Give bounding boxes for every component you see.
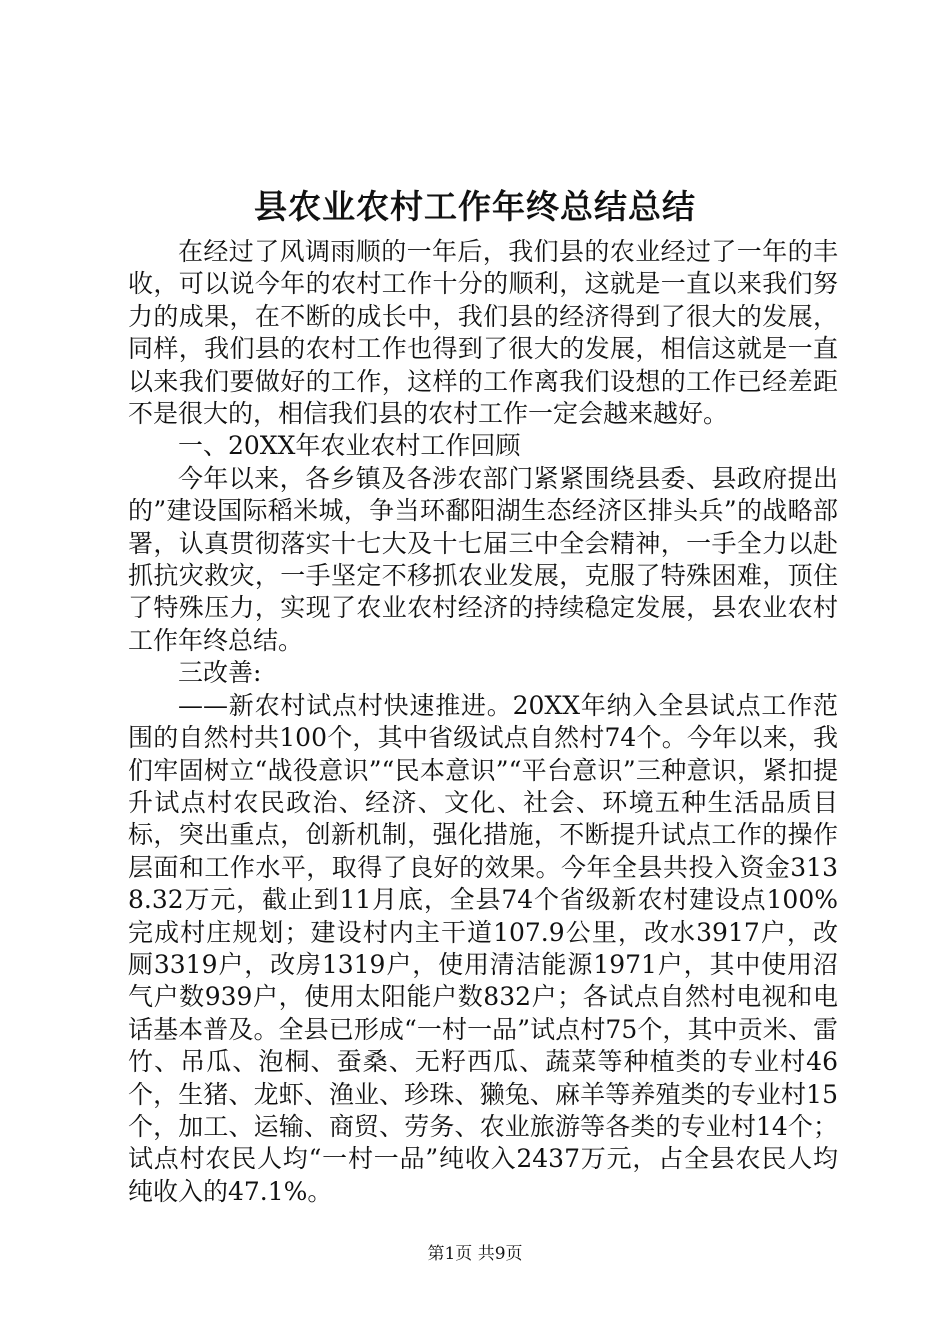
review-paragraph: 今年以来，各乡镇及各涉农部门紧紧围绕县委、县政府提出的”建设国际稻米城，争当环鄱阳湖生态经济区排头兵”的战略部署，认真贯彻落实十七大及十七届三中全会精神，一手全力以赴抓抗灾救灾，一手坚定不移抓农业发展，克服了特殊困难，顶住了特殊压力，实现了农业农村经济的持续稳定发展，县农业农村工作年终总结。 [128,463,838,655]
intro-paragraph: 在经过了风调雨顺的一年后，我们县的农业经过了一年的丰收，可以说今年的农村工作十分的顺利，这就是一直以来我们努力的成果，在不断的成长中，我们县的经济得到了很大的发展，同样，我们县的农村工作也得到了很大的发展，相信这就是一直以来我们要做好的工作，这样的工作离我们设想的工作已经差距不是很大的，相信我们县的农村工作一定会越来越好。 [128,237,838,429]
new-village-paragraph: ——新农村试点村快速推进。20XX年纳入全县试点工作范围的自然村共100个，其中省级试点自然村74个。今年以来，我们牢固树立“战役意识”“民本意识”“平台意识”三种意识，紧扣提升试点村农民政治、经济、文化、社会、环境五种生活品质目标，突出重点，创新机制，强化措施，不断提升试点工作的操作层面和工作水平，取得了良好的效果。今年全县共投入资金3138.32万元，截止到11月底，全县74个省级新农村建设点100%完成村庄规划；建设村内主干道107.9公里，改水3917户，改厕3319户，改房1319户，使用清洁能源1971户，其中使用沼气户数939户，使用太阳能户数832户；各试点自然村电视和电话基本普及。全县已形成“一村一品”试点村75个，其中贡米、雷竹、吊瓜、泡桐、蚕桑、无籽西瓜、蔬菜等种植类的专业村46个，生猪、龙虾、渔业、珍珠、獭兔、麻羊等养殖类的专业村15个，加工、运输、商贸、劳务、农业旅游等各类的专业村14个；试点村农民人均“一村一品”纯收入2437万元，占全县农民人均纯收入的47.1%。 [128,690,838,1206]
subheading: 三改善: [178,658,262,688]
page-footer: 第1页 共9页 [427,1244,523,1264]
document-body [128,236,838,1208]
section-heading: 一、20XX年农业农村工作回顾 [178,431,521,461]
document-title: 县农业农村工作年终总结总结 [254,187,696,226]
